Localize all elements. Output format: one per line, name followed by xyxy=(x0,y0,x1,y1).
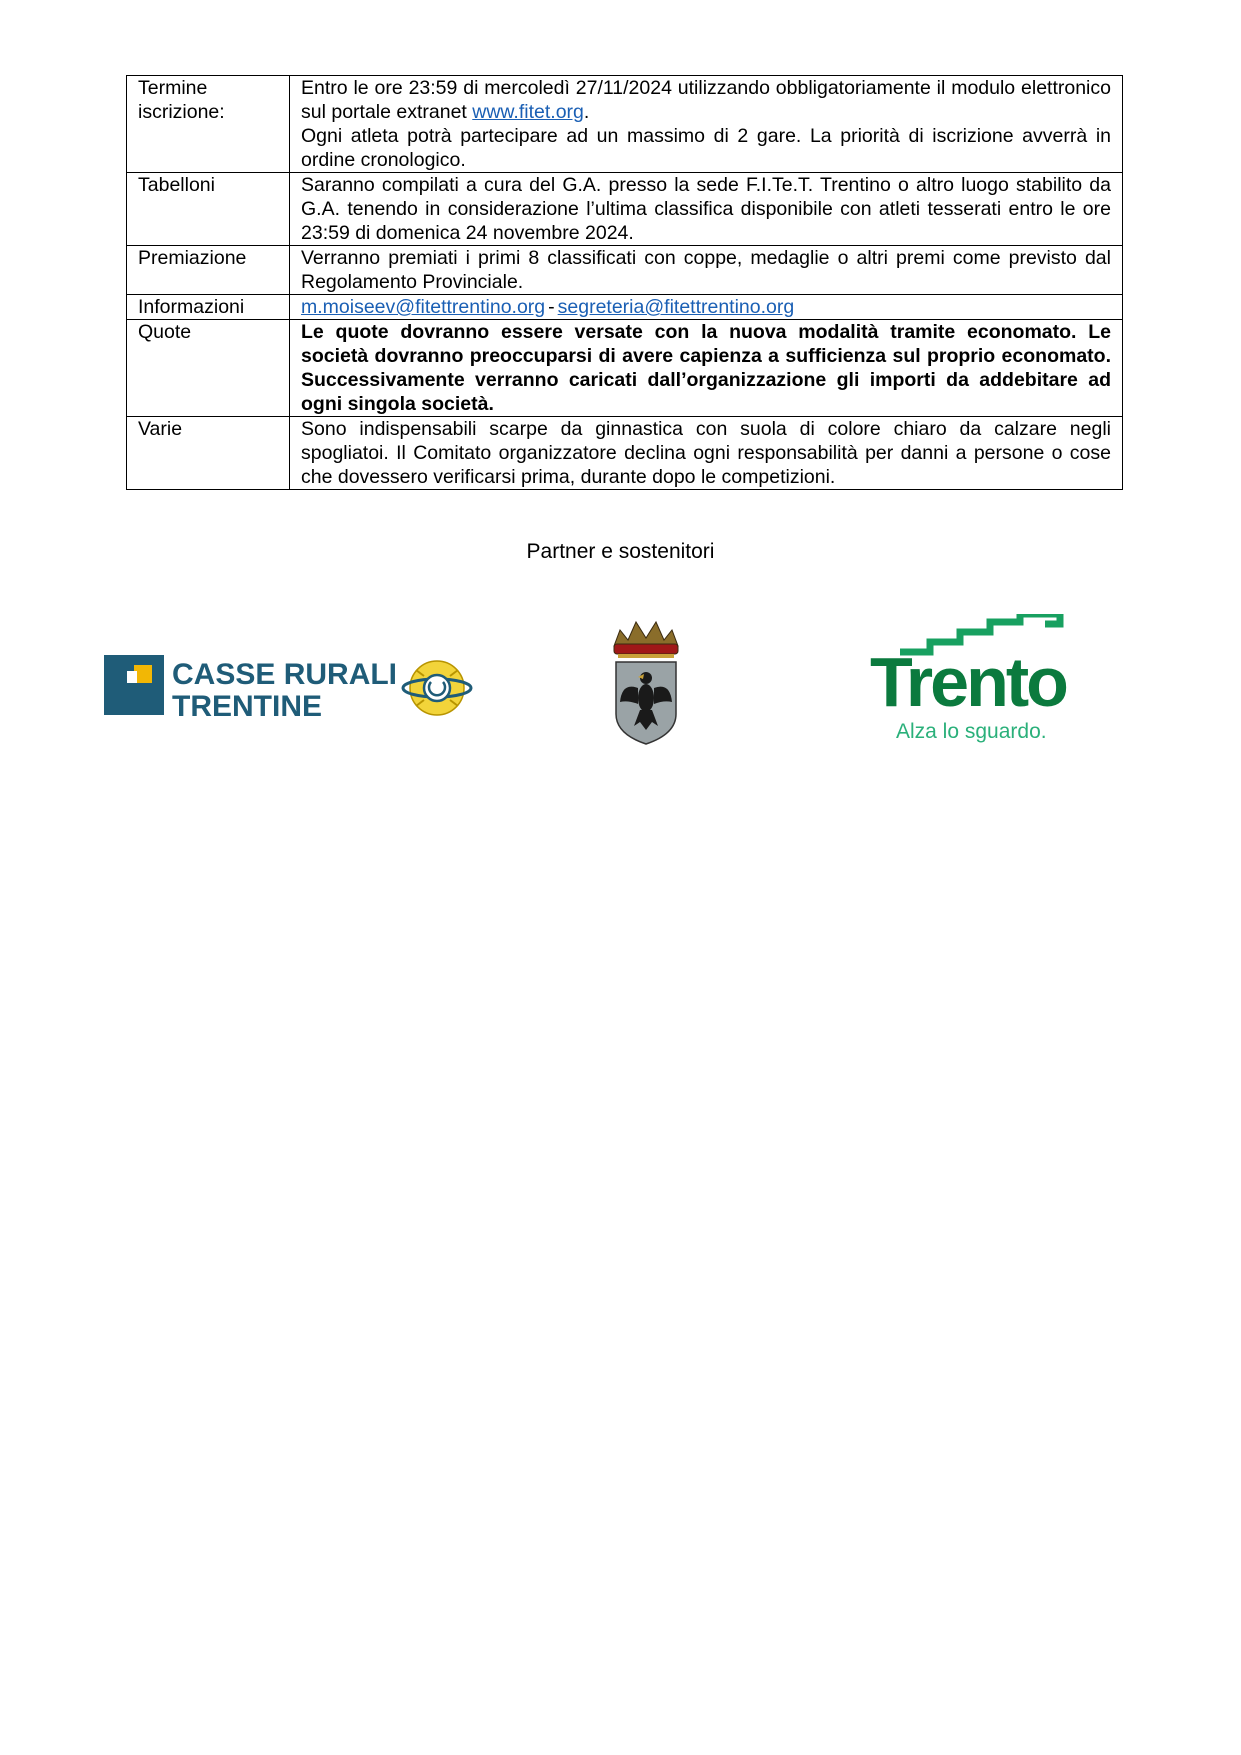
row-label: Termine iscrizione: xyxy=(127,76,290,173)
paragraph: Ogni atleta potrà partecipare ad un massimo di 2 gare. La priorità di iscrizione avverrà in ordine cronologico. xyxy=(301,125,1111,171)
casse-rurali-logo xyxy=(104,650,474,720)
email-link-segreteria[interactable]: segreteria@fitettrentino.org xyxy=(557,296,795,318)
partners-title: Partner e sostenitori xyxy=(526,540,715,563)
row-label: Informazioni xyxy=(127,295,290,320)
row-content: Verranno premiati i primi 8 classificati con coppe, medaglie o altri premi come previsto dal Regolamento Provinciale. xyxy=(290,246,1123,295)
info-table xyxy=(126,75,1123,490)
row-content xyxy=(290,76,1123,173)
row-content xyxy=(290,295,1123,320)
email-link-moiseev[interactable]: m.moiseev@fitettrentino.org xyxy=(301,296,546,318)
separator: - xyxy=(548,296,555,318)
cooperative-emblem-icon xyxy=(403,661,471,715)
text: Entro le ore 23:59 di mercoledì 27/11/2024 utilizzando obbligatoriamente il modulo elettronico sul portale extranet xyxy=(301,77,1111,123)
table-row xyxy=(127,173,1123,246)
table-row xyxy=(127,295,1123,320)
table-row xyxy=(127,320,1123,417)
table-row xyxy=(127,417,1123,490)
row-label: Premiazione xyxy=(127,246,290,295)
row-label: Tabelloni xyxy=(127,173,290,246)
trento-wordmark: Trento xyxy=(870,643,1066,721)
casse-rurali-line1: CASSE RURALI xyxy=(172,658,398,691)
eagle-coat-of-arms-icon xyxy=(608,618,684,750)
row-content: Le quote dovranno essere versate con la nuova modalità tramite economato. Le società dovranno preoccuparsi di avere capienza a sufficienza sul proprio economato. Successivamente verranno caricati dall’organizzazione gli importi da addebitare ad ogni singola società. xyxy=(290,320,1123,417)
text: . xyxy=(583,101,590,123)
trento-logo xyxy=(870,614,1095,744)
row-label: Varie xyxy=(127,417,290,490)
row-label: Quote xyxy=(127,320,290,417)
row-content: Sono indispensabili scarpe da ginnastica con suola di colore chiaro da calzare negli spogliatoi. Il Comitato organizzatore declina ogni responsabilità per danni a persone o cose che dovessero verificarsi prima, durante dopo le competizioni. xyxy=(290,417,1123,490)
paragraph xyxy=(301,76,1111,124)
fitet-link[interactable]: www.fitet.org xyxy=(472,101,584,123)
table-row xyxy=(127,76,1123,173)
trento-tagline: Alza lo sguardo. xyxy=(896,720,1047,743)
row-content: Saranno compilati a cura del G.A. presso la sede F.I.Te.T. Trentino o altro luogo stabilito da G.A. tenendo in considerazione l’ultima classifica disponibile con atleti tesserati entro le ore 23:59 di domenica 24 novembre 2024. xyxy=(290,173,1123,246)
casse-rurali-line2: TRENTINE xyxy=(172,690,322,720)
table-row xyxy=(127,246,1123,295)
